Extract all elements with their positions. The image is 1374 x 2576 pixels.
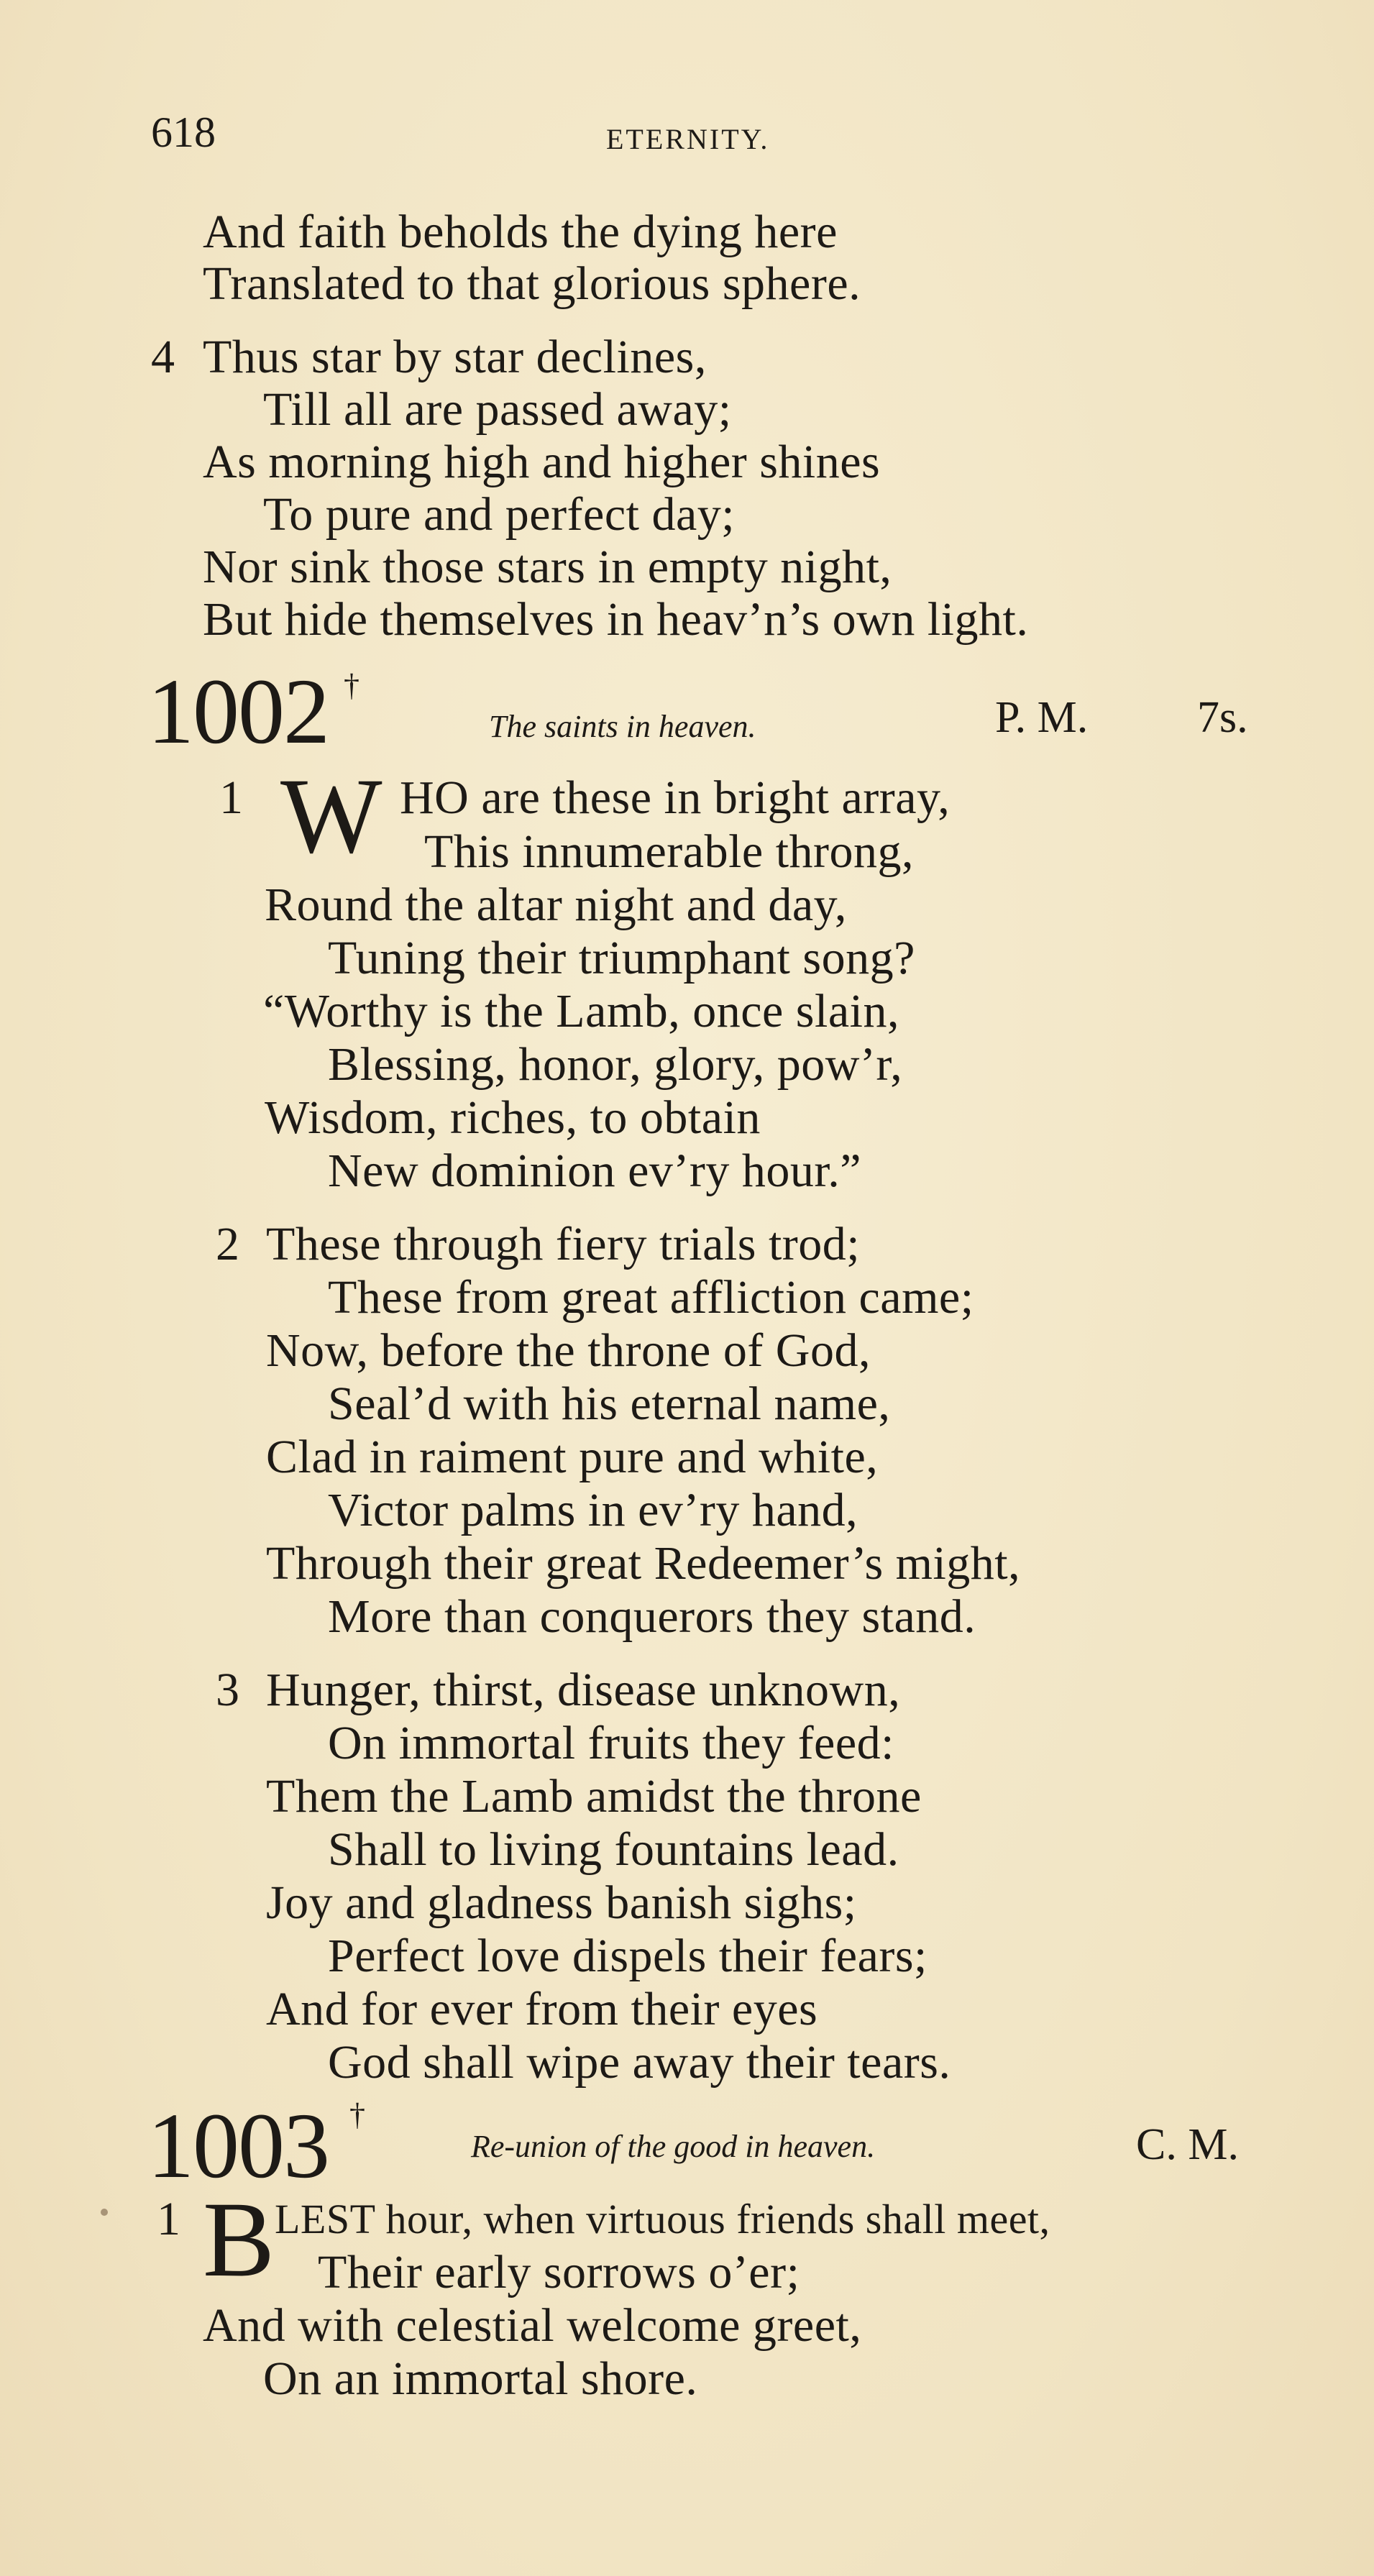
verse-line: Hunger, thirst, disease unknown, bbox=[266, 1664, 901, 1716]
verse-line: Clad in raiment pure and white, bbox=[266, 1431, 879, 1483]
stanza-number: 3 bbox=[216, 1664, 240, 1716]
stanza-number: 4 bbox=[151, 331, 175, 383]
hymn-title: Re-union of the good in heaven. bbox=[471, 2129, 876, 2164]
verse-line: God shall wipe away their tears. bbox=[328, 2036, 951, 2089]
hymn-mark: † bbox=[349, 2097, 365, 2132]
verse-line: Them the Lamb amidst the throne bbox=[266, 1770, 922, 1823]
verse-line: As morning high and higher shines bbox=[203, 436, 881, 488]
hymn-number: 1003 bbox=[147, 2094, 329, 2198]
verse-line: “Worthy is the Lamb, once slain, bbox=[263, 985, 899, 1037]
ink-blot bbox=[101, 2209, 108, 2216]
verse-line: And for ever from their eyes bbox=[266, 1983, 818, 2035]
verse-line: But hide themselves in heav’n’s own light. bbox=[203, 593, 1029, 646]
hymn-title: The saints in heaven. bbox=[489, 709, 756, 744]
verse-line: Victor palms in ev’ry hand, bbox=[328, 1484, 858, 1536]
verse-line: These through fiery trials trod; bbox=[266, 1218, 861, 1270]
verse-line: Seal’d with his eternal name, bbox=[328, 1378, 891, 1430]
hymn-meter: P. M. bbox=[995, 693, 1089, 742]
verse-line: Nor sink those stars in empty night, bbox=[203, 541, 892, 593]
verse-line: Thus star by star declines, bbox=[203, 331, 707, 383]
verse-line: HO are these in bright array, bbox=[400, 771, 951, 824]
verse-line: And faith beholds the dying here bbox=[203, 206, 838, 258]
stanza-number: 2 bbox=[216, 1218, 240, 1270]
verse-line: Now, before the throne of God, bbox=[266, 1324, 871, 1377]
verse-line: On an immortal shore. bbox=[263, 2352, 698, 2405]
verse-line: These from great affliction came; bbox=[328, 1271, 974, 1324]
verse-line: Perfect love dispels their fears; bbox=[328, 1930, 928, 1982]
hymn-mark: † bbox=[344, 668, 359, 703]
hymn-meter: C. M. bbox=[1136, 2120, 1239, 2169]
verse-line: And with celestial welcome greet, bbox=[203, 2299, 862, 2352]
verse-line: Round the altar night and day, bbox=[265, 879, 847, 931]
verse-line: Wisdom, riches, to obtain bbox=[265, 1091, 761, 1144]
verse-line: Tuning their triumphant song? bbox=[328, 932, 915, 984]
verse-line: To pure and perfect day; bbox=[263, 488, 736, 541]
verse-line: More than conquerors they stand. bbox=[328, 1590, 976, 1643]
verse-line: This innumerable throng, bbox=[424, 825, 915, 878]
verse-line: Shall to living fountains lead. bbox=[328, 1823, 899, 1876]
verse-line: Blessing, honor, glory, pow’r, bbox=[328, 1038, 903, 1091]
drop-cap: B bbox=[203, 2180, 275, 2299]
verse-line: Through their great Redeemer’s might, bbox=[266, 1537, 1021, 1590]
verse-line: Translated to that glorious sphere. bbox=[203, 257, 861, 310]
hymn-meter-secondary: 7s. bbox=[1197, 693, 1248, 742]
hymn-number: 1002 bbox=[147, 660, 329, 764]
verse-line: On immortal fruits they feed: bbox=[328, 1717, 894, 1769]
page-number: 618 bbox=[151, 109, 216, 156]
verse-line: Till all are passed away; bbox=[263, 383, 732, 436]
stanza-number: 1 bbox=[157, 2193, 181, 2245]
verse-line: Their early sorrows o’er; bbox=[318, 2246, 800, 2298]
verse-line: LEST hour, when virtuous friends shall meet, bbox=[275, 2196, 1050, 2242]
drop-cap: W bbox=[280, 756, 383, 876]
running-title: ETERNITY. bbox=[606, 123, 770, 155]
verse-line: New dominion ev’ry hour.” bbox=[328, 1145, 862, 1197]
stanza-number: 1 bbox=[219, 771, 244, 824]
verse-line: Joy and gladness banish sighs; bbox=[266, 1876, 857, 1929]
